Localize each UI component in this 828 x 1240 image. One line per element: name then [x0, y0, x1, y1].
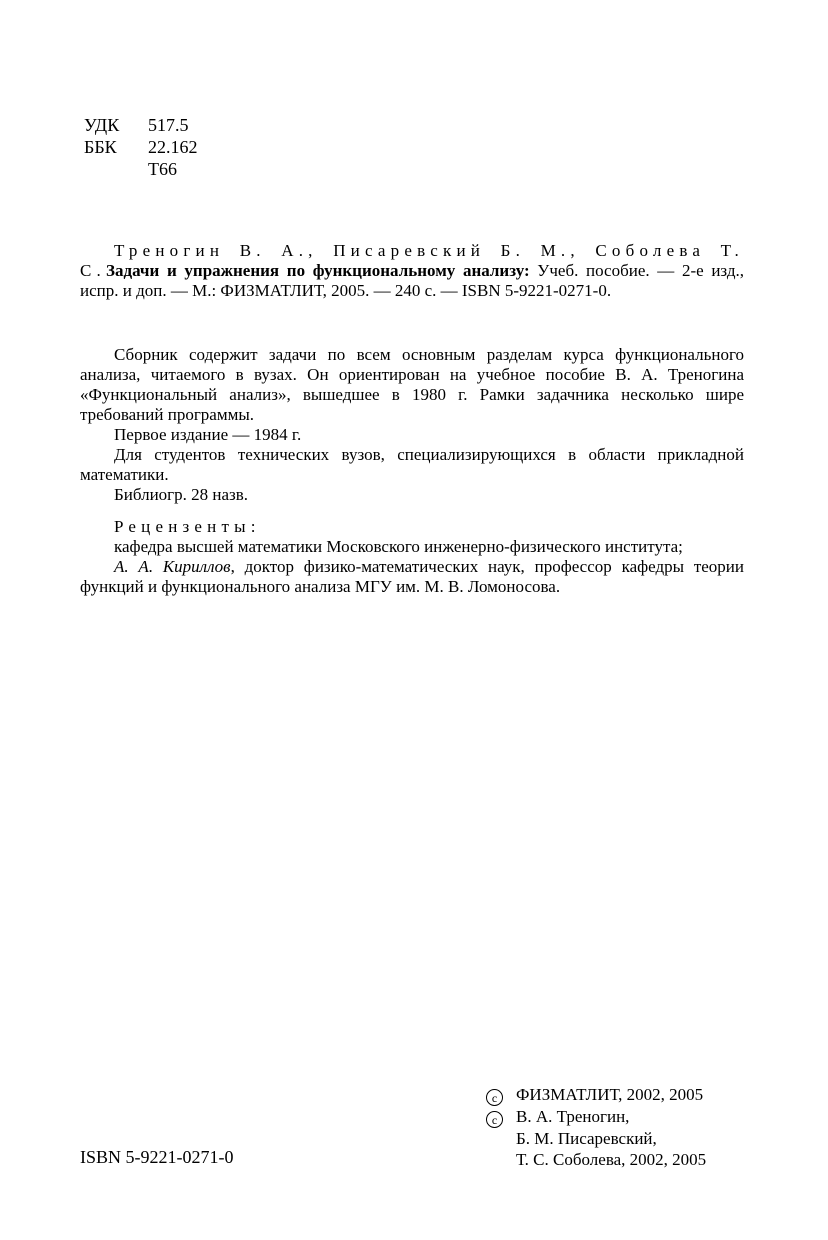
reviewers-heading: Рецензенты:	[114, 517, 261, 536]
author-mark: Т66	[148, 159, 177, 179]
bibliography-count: Библиогр. 28 назв.	[114, 485, 249, 504]
bib-title: Задачи и упражнения по функциональному анализу:	[106, 261, 530, 280]
reviewer-details: , доктор физико-математических наук, профессор кафедры теории функций и функционального анализа МГУ им. М. В. Ломоносова.	[80, 557, 744, 596]
bib-details: Учеб. пособие. — 2-е изд., испр. и доп. — М.: ФИЗМАТЛИТ, 2005. — 240 с. — ISBN 5-9221-0271-0.	[80, 261, 744, 300]
udk-label: УДК	[84, 115, 120, 135]
copyright-icon: c	[486, 1089, 503, 1106]
bbk-label: ББК	[84, 137, 117, 157]
author-mark-row	[84, 158, 198, 180]
reviewer-name: А. А. Кириллов	[114, 557, 231, 576]
first-edition-note: Первое издание — 1984 г.	[114, 425, 302, 444]
reviewers	[80, 517, 744, 597]
abstract	[80, 345, 744, 505]
copyright-icon: c	[486, 1111, 503, 1128]
reviewer-department: кафедра высшей математики Московского инженерно-физического института;	[114, 537, 683, 556]
abstract-paragraph: Сборник содержит задачи по всем основным разделам курса функционального анализа, читаемого в вузах. Он ориентирован на учебное пособие В. А. Треногина «Функциональный анализ», вышедшее в 1980 г. Рамки задачника несколько шире требований программы.	[80, 345, 744, 424]
copyright-block	[486, 1084, 706, 1170]
audience-note: Для студентов технических вузов, специализирующихся в области прикладной математики.	[80, 445, 744, 484]
udk-value: 517.5	[148, 115, 189, 135]
copyright-author-2: Б. М. Писаревский,	[516, 1129, 657, 1148]
bib-authors: Треногин В. А., Писаревский Б. М., Соболева Т. С.	[80, 241, 744, 280]
bbk-value: 22.162	[148, 137, 198, 157]
copyright-author-1: В. А. Треногин,	[516, 1107, 630, 1126]
copyright-publisher: ФИЗМАТЛИТ, 2002, 2005	[516, 1085, 704, 1104]
bibliographic-record	[80, 241, 744, 301]
isbn: ISBN 5-9221-0271-0	[80, 1147, 234, 1167]
udk-row	[84, 114, 198, 136]
bbk-row	[84, 136, 198, 158]
copyright-author-3: Т. С. Соболева, 2002, 2005	[516, 1150, 707, 1169]
classification-block	[84, 114, 198, 180]
